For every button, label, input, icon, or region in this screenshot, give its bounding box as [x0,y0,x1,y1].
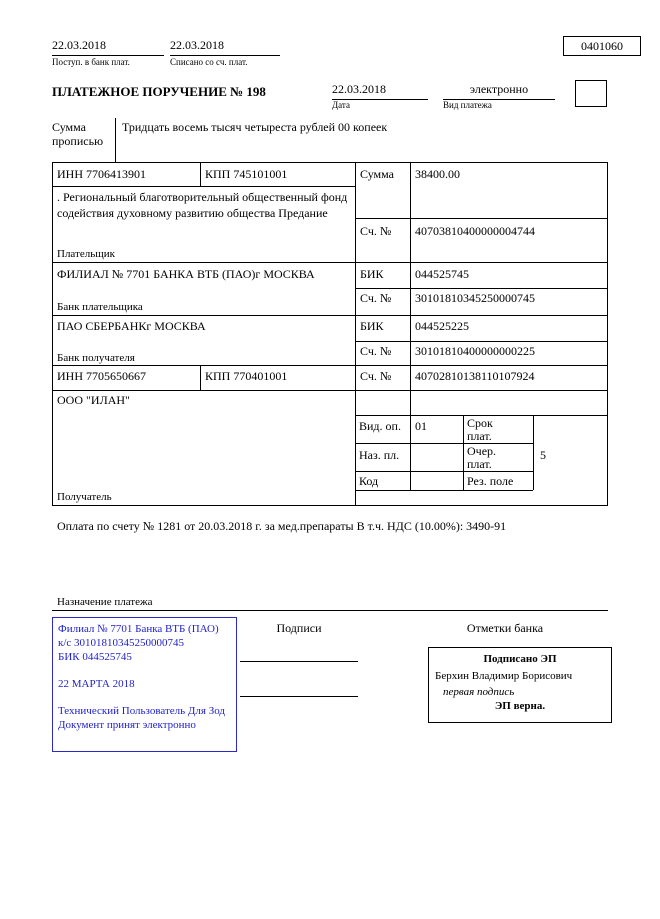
grid-line-v [463,415,464,490]
signatures-label: Подписи [276,621,322,635]
date-debited-label: Списано со сч. плат. [170,57,248,67]
priority-value: 5 [540,448,546,462]
payer-account-label: Сч. № [360,224,392,238]
grid-line-h [52,505,608,506]
stamp-title: Подписано ЭП [483,653,557,665]
signature-line [240,696,358,697]
grid-line-h [355,443,533,444]
date-received-bank: 22.03.2018 [52,38,164,56]
grid-line-h [355,490,533,491]
bank-stamp-line: БИК 044525745 [58,651,132,663]
beneficiary-kpp: КПП 770401001 [205,369,288,383]
code-label: Код [359,474,379,488]
beneficiary-bank-section-label: Банк получателя [57,352,135,364]
grid-line-h [355,288,608,289]
signature-line [240,661,358,662]
payer-bank-bik-label: БИК [360,267,384,281]
payment-kind-label: Вид платежа [443,100,492,110]
purpose-section-label: Назначение платежа [57,596,153,608]
purpose-code-label: Наз. пл. [359,448,400,462]
op-kind-label: Вид. оп. [359,419,401,433]
status-box [575,80,607,107]
beneficiary-inn: ИНН 7705650667 [57,369,146,383]
payer-kpp: КПП 745101001 [205,167,288,181]
beneficiary-bank-account-label: Сч. № [360,344,392,358]
grid-line-v [200,365,201,390]
payer-bank-bik: 044525745 [415,267,469,281]
signer-name: Берхин Владимир Борисович [435,670,573,682]
reserve-field-label: Рез. поле [467,474,514,488]
bank-stamp-accepted: Документ принят электронно [58,719,196,731]
payment-kind: электронно [443,82,555,100]
op-kind-value: 01 [415,419,427,433]
bank-receipt-stamp [52,617,237,752]
grid-line-v [355,162,356,505]
signature-verified: ЭП верна. [494,700,546,712]
bank-stamp-line: к/с 30101810345250000745 [58,637,185,649]
beneficiary-section-label: Получатель [57,491,112,503]
amount-value: 38400.00 [415,167,460,181]
beneficiary-account: 40702810138110107924 [415,369,535,383]
bank-stamp-date: 22 МАРТА 2018 [58,678,135,690]
amount-words-value: Тридцать восемь тысяч четыреста рублей 00 копеек [122,120,388,134]
amount-label: Сумма [360,167,394,181]
grid-line-h [52,365,608,366]
signature-kind: первая подпись [443,686,515,698]
grid-line-h [52,315,608,316]
document-date: 22.03.2018 [332,82,428,100]
bank-stamp-line: Филиал № 7701 Банка ВТБ (ПАО) [58,623,219,635]
payer-account: 40703810400000004744 [415,224,535,238]
bank-marks-label: Отметки банка [466,621,544,635]
grid-line-v [410,162,411,490]
priority-label: Очер. плат. [467,444,497,471]
grid-line-h [52,186,355,187]
grid-line-h [52,262,608,263]
grid-line-h [355,341,608,342]
date-received-label: Поступ. в банк плат. [52,57,130,67]
grid-line-h [355,218,608,219]
document-title: ПЛАТЕЖНОЕ ПОРУЧЕНИЕ № 198 [52,84,266,99]
due-date-label: Срок плат. [467,416,493,443]
purpose-text: Оплата по счету № 1281 от 20.03.2018 г. за мед.препараты В т.ч. НДС (10.00%): 3490-91 [57,519,507,533]
beneficiary-name: ООО "ИЛАН" [57,393,130,407]
beneficiary-account-label: Сч. № [360,369,392,383]
document-date-label: Дата [332,100,350,110]
grid-line-h [355,471,533,472]
beneficiary-bank-bik-label: БИК [360,319,384,333]
e-signature-stamp [428,647,612,723]
date-debited: 22.03.2018 [170,38,280,56]
payer-section-label: Плательщик [57,248,115,260]
beneficiary-bank-bik: 044525225 [415,319,469,333]
payer-inn: ИНН 7706413901 [57,167,146,181]
payer-bank-name: ФИЛИАЛ № 7701 БАНКА ВТБ (ПАО)г МОСКВА [57,267,315,281]
grid-line-v [200,162,201,186]
amount-words-label: Сумма прописью [52,120,104,148]
bank-stamp-user: Технический Пользователь Для Зод [58,705,226,717]
grid-line-v [115,118,116,162]
payer-name: . Региональный благотворительный общественный фонд содействия духовному развитию общества Предание [57,190,348,220]
grid-line-v [52,162,53,505]
payer-bank-account-label: Сч. № [360,291,392,305]
grid-line-h [52,390,608,391]
payer-bank-account: 30101810345250000745 [415,291,535,305]
form-code-box: 0401060 [563,36,641,56]
grid-line-v [607,162,608,505]
beneficiary-bank-account: 30101810400000000225 [415,344,535,358]
beneficiary-bank-name: ПАО СБЕРБАНКг МОСКВА [57,319,206,333]
grid-line-h [52,610,608,611]
payer-bank-section-label: Банк плательщика [57,301,143,313]
grid-line-h [52,162,608,163]
grid-line-v [533,415,534,490]
